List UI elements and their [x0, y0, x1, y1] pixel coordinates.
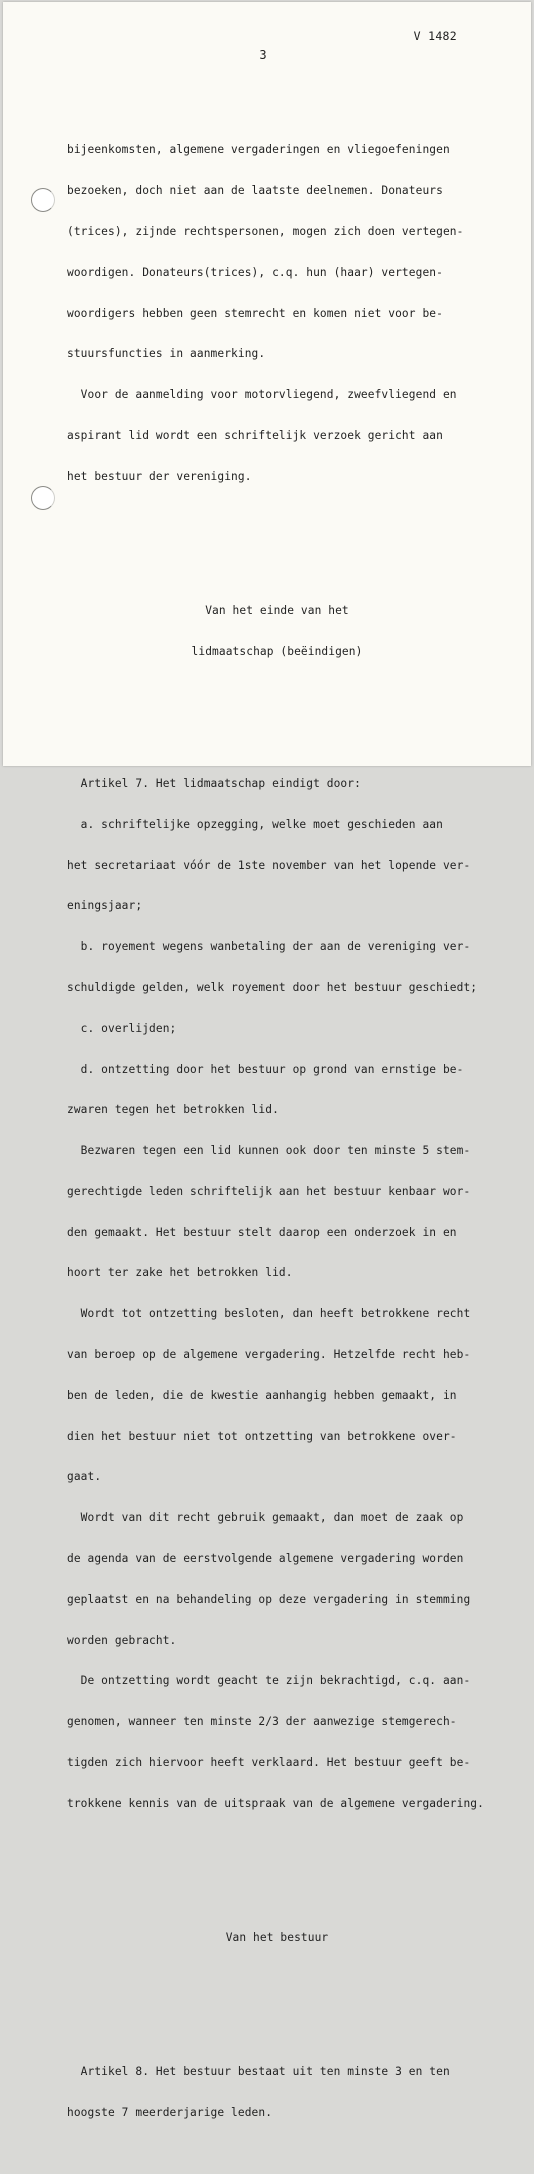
text-line: den gemaakt. Het bestuur stelt daarop een onderzoek in en — [67, 1225, 457, 1239]
text-line: hoort ter zake het betrokken lid. — [67, 1266, 293, 1280]
text-line: woordigen. Donateurs(trices), c.q. hun (haar) vertegen- — [67, 265, 443, 279]
spacer — [67, 699, 487, 709]
section-heading: Van het einde van het — [205, 603, 349, 617]
spacer — [67, 551, 487, 563]
text-line: hoogste 7 meerderjarige leden. — [67, 2106, 273, 2120]
text-line: c. overlijden; — [67, 1021, 177, 1035]
document-body — [67, 89, 487, 2174]
text-line: de agenda van de eerstvolgende algemene vergadering worden — [67, 1551, 464, 1565]
text-line: van beroep op de algemene vergadering. Hetzelfde recht heb- — [67, 1348, 471, 1362]
text-line: Artikel 7. Het lidmaatschap eindigt door: — [67, 777, 361, 791]
text-line: Bezwaren tegen een lid kunnen ook door ten minste 5 stem- — [67, 1144, 471, 1158]
text-line: (trices), zijnde rechtspersonen, mogen zich doen vertegen- — [67, 224, 464, 238]
text-line: b. royement wegens wanbetaling der aan de vereniging ver- — [67, 940, 471, 954]
text-line: gerechtigde leden schriftelijk aan het bestuur kenbaar wor- — [67, 1184, 471, 1198]
text-line: De ontzetting wordt geacht te zijn bekrachtigd, c.q. aan- — [67, 1674, 471, 1688]
text-line: bezoeken, doch niet aan de laatste deelnemen. Donateurs — [67, 184, 443, 198]
text-line: genomen, wanneer ten minste 2/3 der aanwezige stemgerech- — [67, 1715, 457, 1729]
text-line: Wordt tot ontzetting besloten, dan heeft betrokkene recht — [67, 1307, 471, 1321]
punch-hole — [31, 486, 55, 510]
text-line: het secretariaat vóór de 1ste november van het lopende ver- — [67, 858, 471, 872]
text-line: a. schriftelijke opzegging, welke moet geschieden aan — [67, 817, 443, 831]
page-number: 3 — [259, 48, 267, 62]
text-line: tigden zich hiervoor heeft verklaard. Het bestuur geeft be- — [67, 1755, 471, 1769]
text-line: eningsjaar; — [67, 899, 143, 913]
text-line: ben de leden, die de kwestie aanhangig hebben gemaakt, in — [67, 1388, 457, 1402]
text-line: dien het bestuur niet tot ontzetting van betrokkene over- — [67, 1429, 457, 1443]
text-line: Artikel 8. Het bestuur bestaat uit ten minste 3 en ten — [67, 2065, 450, 2079]
intro-paragraphs — [67, 116, 487, 510]
article-7 — [67, 750, 487, 1838]
document-reference: V 1482 — [413, 29, 457, 43]
text-line: Wordt van dit recht gebruik gemaakt, dan moet de zaak op — [67, 1511, 464, 1525]
text-line: zwaren tegen het betrokken lid. — [67, 1103, 279, 1117]
section-heading: Van het bestuur — [225, 1930, 329, 1944]
text-line: woordigers hebben geen stemrecht en komen niet voor be- — [67, 306, 443, 320]
text-line: trokkene kennis van de uitspraak van de algemene vergadering. — [67, 1796, 484, 1810]
text-line: aspirant lid wordt een schriftelijk verzoek gericht aan — [67, 428, 443, 442]
text-line: stuursfuncties in aanmerking. — [67, 347, 266, 361]
text-line: bijeenkomsten, algemene vergaderingen en vliegoefeningen — [67, 143, 450, 157]
document-page — [3, 2, 531, 2120]
article-8 — [67, 2038, 487, 2147]
text-line: Voor de aanmelding voor motorvliegend, zweefvliegend en — [67, 388, 457, 402]
text-line: het bestuur der vereniging. — [67, 469, 252, 483]
spacer — [67, 1985, 487, 1997]
text-line: geplaatst en na behandeling op deze vergadering in stemming — [67, 1592, 471, 1606]
punch-hole — [31, 188, 55, 212]
text-line: schuldigde gelden, welk royement door het bestuur geschiedt; — [67, 981, 478, 994]
section-heading: lidmaatschap (beëindigen) — [191, 644, 363, 658]
text-line: worden gebracht. — [67, 1633, 177, 1647]
spacer — [67, 1878, 487, 1890]
text-line: gaat. — [67, 1470, 102, 1484]
text-line: d. ontzetting door het bestuur op grond van ernstige be- — [67, 1062, 464, 1076]
